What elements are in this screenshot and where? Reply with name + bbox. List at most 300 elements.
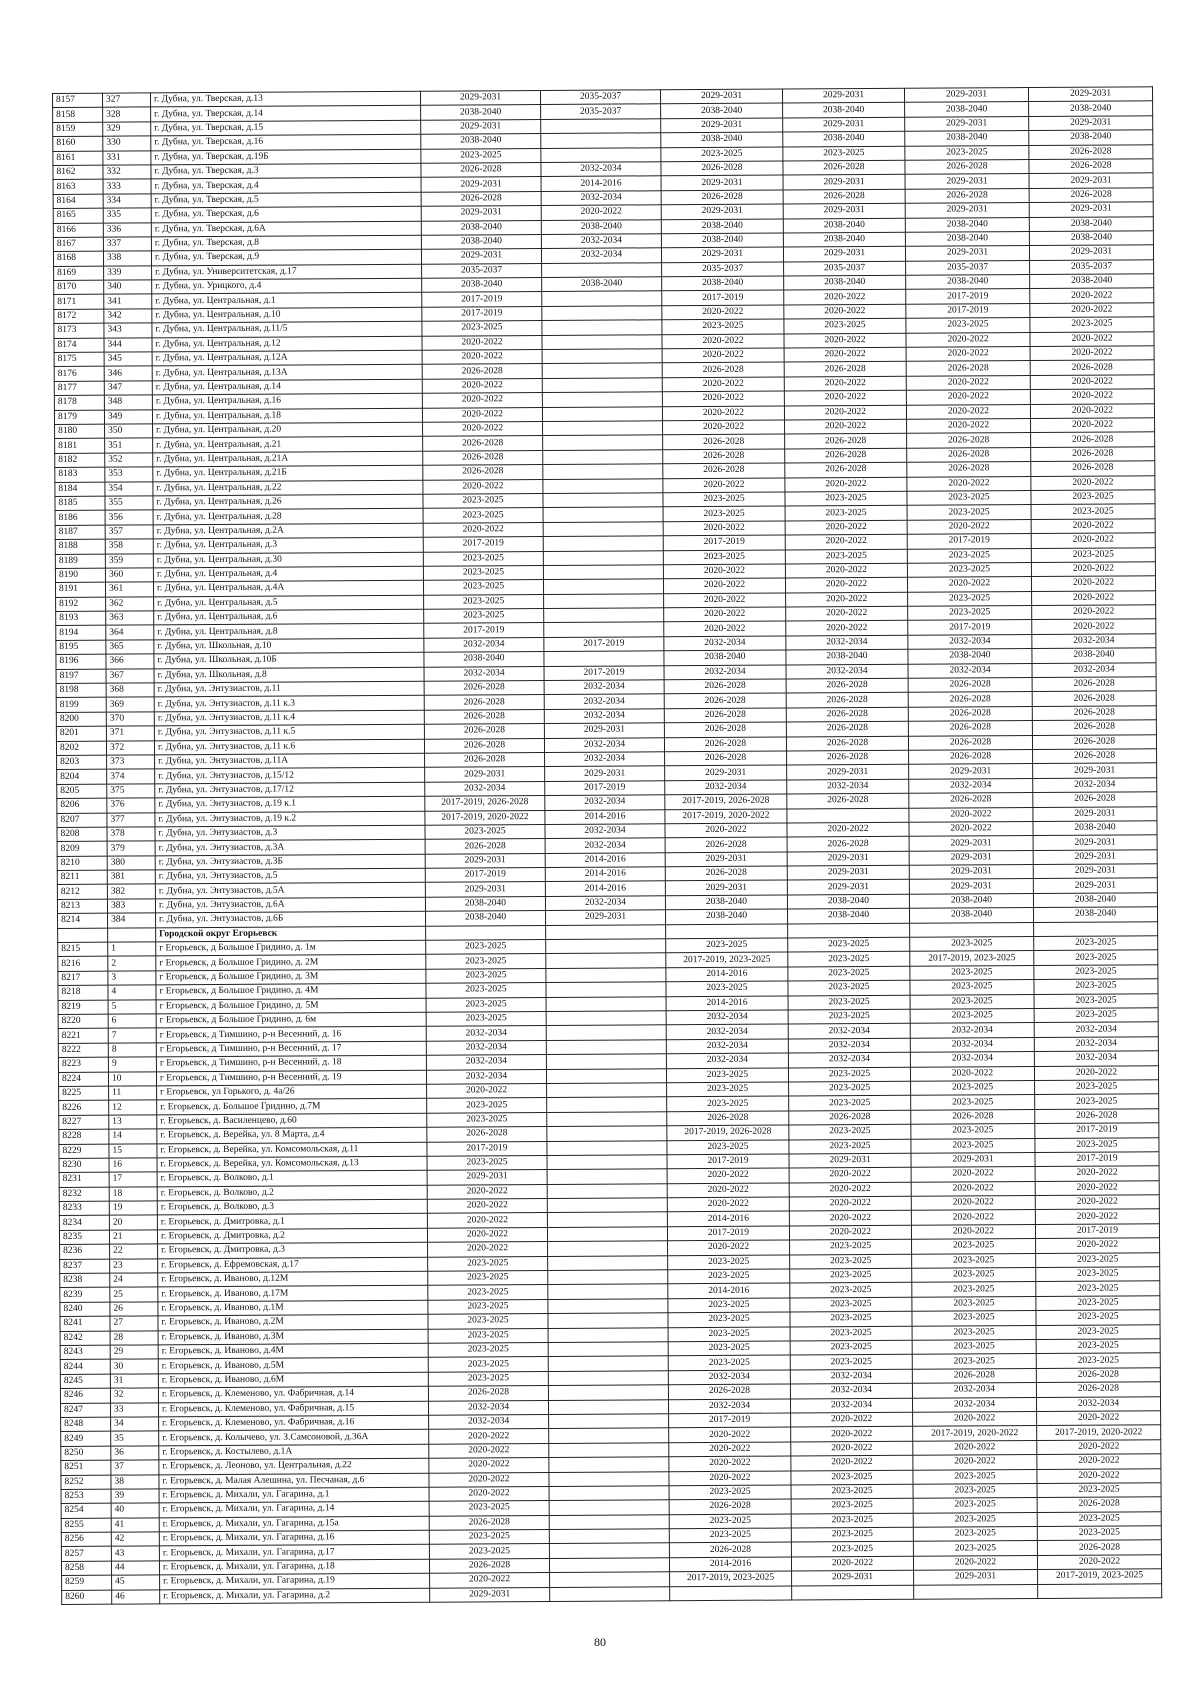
table-cell: 2038-2040 xyxy=(1033,821,1157,836)
table-cell: 2023-2025 xyxy=(1034,965,1158,980)
table-cell: 8166 xyxy=(53,223,103,238)
table-cell: 2038-2040 xyxy=(905,231,1029,246)
table-cell: 8224 xyxy=(58,1072,108,1087)
table-cell: 2023-2025 xyxy=(791,1542,913,1557)
table-cell: 2032-2034 xyxy=(1034,1022,1158,1037)
table-cell: 29 xyxy=(110,1345,158,1360)
table-cell: г. Дубна, ул. Энтузиастов, д.3А xyxy=(155,840,425,856)
table-cell xyxy=(542,363,662,378)
table-cell: 2023-2025 xyxy=(913,1469,1037,1484)
table-cell xyxy=(543,435,663,450)
table-cell: 2026-2028 xyxy=(428,1386,548,1401)
table-cell: 2026-2028 xyxy=(787,837,909,852)
table-cell: 2020-2022 xyxy=(1030,389,1154,404)
table-cell: 8172 xyxy=(54,309,104,324)
table-cell: 2020-2022 xyxy=(784,390,906,405)
table-cell: 2023-2025 xyxy=(668,1312,790,1327)
table-cell: 2023-2025 xyxy=(1036,1252,1160,1267)
table-cell xyxy=(1038,1583,1162,1598)
table-cell: 8162 xyxy=(53,165,103,180)
table-cell: 2023-2025 xyxy=(789,1096,911,1111)
table-cell: г. Дубна, ул. Энтузиастов, д.19 к.1 xyxy=(155,796,425,812)
table-cell: 2017-2019 xyxy=(667,1226,789,1241)
table-cell: 2023-2025 xyxy=(790,1340,912,1355)
table-cell: 2023-2025 xyxy=(912,1282,1036,1297)
table-cell: 2017-2019, 2020-2022 xyxy=(913,1426,1037,1441)
table-cell: 8159 xyxy=(53,122,103,137)
table-cell: 2020-2022 xyxy=(422,350,542,365)
table-cell: 2023-2025 xyxy=(911,1138,1035,1153)
table-cell: 2029-2031 xyxy=(420,91,540,106)
table-cell xyxy=(542,406,662,421)
table-cell: 2023-2025 xyxy=(907,505,1031,520)
table-cell: г. Егорьевск, д. Михали, ул. Гагарина, д.18 xyxy=(159,1559,429,1575)
table-cell: г. Дубна, ул. Центральная, д.3 xyxy=(153,537,423,553)
table-cell: 2020-2022 xyxy=(541,205,661,220)
table-cell: г. Дубна, ул. Центральная, д.6 xyxy=(154,609,424,625)
table-cell: 2017-2019, 2020-2022 xyxy=(1037,1425,1161,1440)
table-cell: 2026-2028 xyxy=(669,1499,791,1514)
table-cell: 26 xyxy=(110,1302,158,1317)
table-cell: 2029-2031 xyxy=(783,117,905,132)
table-cell: 2023-2025 xyxy=(912,1239,1036,1254)
table-cell: 349 xyxy=(104,409,152,424)
table-cell: 2032-2034 xyxy=(544,737,664,752)
table-cell: 2026-2028 xyxy=(1032,691,1156,706)
table-cell: 2032-2034 xyxy=(424,637,544,652)
table-cell: 8219 xyxy=(58,1000,108,1015)
table-cell: 2026-2028 xyxy=(669,1542,791,1557)
table-cell: 2014-2016 xyxy=(545,881,665,896)
table-cell: 8184 xyxy=(55,482,105,497)
table-cell: 9 xyxy=(108,1057,156,1072)
table-cell: 2029-2031 xyxy=(421,206,541,221)
table-cell xyxy=(547,1183,667,1198)
table-cell: 2020-2022 xyxy=(663,564,785,579)
table-cell xyxy=(544,622,664,637)
table-cell: 2029-2031 xyxy=(660,89,782,104)
table-cell: 8191 xyxy=(55,582,105,597)
table-cell: 2023-2025 xyxy=(426,968,546,983)
table-cell: 38 xyxy=(111,1474,159,1489)
table-cell: 8249 xyxy=(61,1431,111,1446)
table-cell xyxy=(546,1054,666,1069)
table-cell: 2017-2019 xyxy=(906,303,1030,318)
table-cell: 340 xyxy=(104,280,152,295)
table-cell: 342 xyxy=(104,309,152,324)
table-cell xyxy=(549,1543,669,1558)
table-cell: 2023-2025 xyxy=(424,609,544,624)
table-cell: 2035-2037 xyxy=(906,260,1030,275)
table-cell: 2023-2025 xyxy=(788,937,910,952)
table-cell xyxy=(547,1111,667,1126)
table-cell: 8245 xyxy=(60,1374,110,1389)
table-cell: 2023-2025 xyxy=(784,319,906,334)
table-cell: 2035-2037 xyxy=(422,263,542,278)
table-cell: 2020-2022 xyxy=(422,335,542,350)
table-cell: 2032-2034 xyxy=(910,1023,1034,1038)
table-cell: 384 xyxy=(108,913,156,928)
table-cell: 2023-2025 xyxy=(791,1484,913,1499)
table-cell: 2029-2031 xyxy=(425,882,545,897)
table-cell: 2032-2034 xyxy=(666,1053,788,1068)
table-cell: 2020-2022 xyxy=(784,290,906,305)
table-cell: 366 xyxy=(106,654,154,669)
table-cell: 8181 xyxy=(55,439,105,454)
table-cell: 2023-2025 xyxy=(912,1325,1036,1340)
table-cell: 2038-2040 xyxy=(787,894,909,909)
table-cell: 2020-2022 xyxy=(786,621,908,636)
table-cell: 8214 xyxy=(58,913,108,928)
table-cell: 2023-2025 xyxy=(789,1124,911,1139)
table-cell: г Егорьевск, д Большое Гридино, д. 5М xyxy=(156,998,426,1014)
table-cell: 39 xyxy=(111,1489,159,1504)
table-cell: 2038-2040 xyxy=(786,650,908,665)
table-cell: 2020-2022 xyxy=(422,407,542,422)
table-cell: 8193 xyxy=(56,611,106,626)
table-cell: 2023-2025 xyxy=(421,148,541,163)
table-cell: г. Дубна, ул. Школьная, д.10Б xyxy=(154,652,424,668)
table-cell: 2032-2034 xyxy=(545,752,665,767)
table-cell: 2023-2025 xyxy=(1036,1267,1160,1282)
table-cell: 2038-2040 xyxy=(541,219,661,234)
table-cell: 2032-2034 xyxy=(429,1414,549,1429)
table-cell: г. Дубна, ул. Центральная, д.16 xyxy=(152,393,422,409)
table-cell: 2026-2028 xyxy=(662,362,784,377)
table-cell: 2020-2022 xyxy=(427,1199,547,1214)
table-cell: 2020-2022 xyxy=(428,1242,548,1257)
table-cell: г. Егорьевск, д. Клеменово, ул. Фабричная, д.14 xyxy=(158,1386,428,1402)
table-cell: г Егорьевск, д Большое Гридино, д. 3М xyxy=(156,969,426,985)
table-cell: 2032-2034 xyxy=(1033,778,1157,793)
table-cell: 10 xyxy=(108,1071,156,1086)
table-cell: г. Егорьевск, д. Иваново, д.1М xyxy=(158,1300,428,1316)
table-cell: г. Егорьевск, д. Михали, ул. Гагарина, д.14 xyxy=(159,1502,429,1518)
table-cell: 2023-2025 xyxy=(422,321,542,336)
table-cell: 15 xyxy=(109,1143,157,1158)
table-cell: 375 xyxy=(107,784,155,799)
table-cell: 2029-2031 xyxy=(905,116,1029,131)
table-cell: г. Дубна, ул. Центральная, д.5 xyxy=(154,595,424,611)
table-cell: 2029-2031 xyxy=(1029,202,1153,217)
table-cell: 2026-2028 xyxy=(1032,706,1156,721)
table-cell: 2020-2022 xyxy=(906,404,1030,419)
table-cell: 8207 xyxy=(57,813,107,828)
table-cell: 8243 xyxy=(60,1345,110,1360)
table-cell: 2023-2025 xyxy=(912,1311,1036,1326)
table-cell xyxy=(549,1428,669,1443)
table-cell: 2026-2028 xyxy=(784,362,906,377)
table-cell: 2023-2025 xyxy=(1034,1008,1158,1023)
table-cell: 2032-2034 xyxy=(788,1038,910,1053)
table-cell: 2020-2022 xyxy=(662,348,784,363)
table-cell: 8259 xyxy=(62,1575,112,1590)
table-cell: 2020-2022 xyxy=(1030,288,1154,303)
table-cell: 2023-2025 xyxy=(1031,547,1155,562)
table-cell xyxy=(550,1586,670,1601)
table-cell: 339 xyxy=(104,266,152,281)
table-cell: 354 xyxy=(105,481,153,496)
table-cell: 2023-2025 xyxy=(912,1339,1036,1354)
table-cell: 2032-2034 xyxy=(790,1398,912,1413)
table-cell: 2023-2025 xyxy=(790,1283,912,1298)
table-cell: 2038-2040 xyxy=(661,233,783,248)
table-cell: г. Дубна, ул. Центральная, д.28 xyxy=(153,509,423,525)
table-cell: 2032-2034 xyxy=(1032,634,1156,649)
table-cell: г. Дубна, ул. Энтузиастов, д.11 xyxy=(154,681,424,697)
table-cell: 2020-2022 xyxy=(910,1066,1034,1081)
table-cell: 2023-2025 xyxy=(907,562,1031,577)
table-cell: 2020-2022 xyxy=(789,1182,911,1197)
table-cell: 8227 xyxy=(59,1115,109,1130)
table-cell: 8260 xyxy=(62,1590,112,1605)
table-cell: 8180 xyxy=(55,424,105,439)
table-cell: г. Дубна, ул. Энтузиастов, д.5А xyxy=(155,883,425,899)
table-cell: 8244 xyxy=(60,1360,110,1375)
table-cell: 2032-2034 xyxy=(541,191,661,206)
table-cell: 2023-2025 xyxy=(428,1328,548,1343)
table-cell: 2020-2022 xyxy=(662,406,784,421)
table-cell: 2020-2022 xyxy=(669,1442,791,1457)
table-cell: 2023-2025 xyxy=(668,1269,790,1284)
table-cell: 353 xyxy=(105,467,153,482)
table-cell: г. Дубна, ул. Центральная, д.1 xyxy=(152,293,422,309)
table-cell xyxy=(548,1327,668,1342)
table-cell: 2023-2025 xyxy=(788,995,910,1010)
table-cell: 14 xyxy=(109,1129,157,1144)
table-cell xyxy=(543,579,663,594)
table-cell: 2035-2037 xyxy=(784,261,906,276)
table-cell: 2023-2025 xyxy=(668,1341,790,1356)
table-cell: 2032-2034 xyxy=(668,1399,790,1414)
table-cell xyxy=(542,378,662,393)
table-cell: г. Дубна, ул. Центральная, д.14 xyxy=(152,379,422,395)
table-cell: 2014-2016 xyxy=(545,809,665,824)
table-cell: 2026-2028 xyxy=(786,721,908,736)
table-cell: 2017-2019 xyxy=(662,291,784,306)
table-cell: 2023-2025 xyxy=(913,1483,1037,1498)
table-cell: 2023-2025 xyxy=(668,1355,790,1370)
table-cell: 2032-2034 xyxy=(541,162,661,177)
table-cell: 2029-2031 xyxy=(1033,806,1157,821)
table-cell: 2038-2040 xyxy=(661,103,783,118)
table-cell: г. Дубна, ул. Центральная, д.4 xyxy=(153,566,423,582)
table-cell xyxy=(549,1558,669,1573)
table-cell xyxy=(546,1068,666,1083)
table-cell: г Егорьевск, д Большое Гридино, д. 1м xyxy=(156,940,426,956)
table-cell: 2032-2034 xyxy=(668,1370,790,1385)
table-cell: 2032-2034 xyxy=(426,1026,546,1041)
table-cell: г. Дубна, ул. Энтузиастов, д.19 к.2 xyxy=(155,811,425,827)
table-cell: 2029-2031 xyxy=(789,1153,911,1168)
table-cell: 2032-2034 xyxy=(545,896,665,911)
table-cell: 2023-2025 xyxy=(1037,1483,1161,1498)
table-cell: 2032-2034 xyxy=(912,1383,1036,1398)
table-cell: г. Дубна, ул. Центральная, д.18 xyxy=(152,408,422,424)
table-cell: 33 xyxy=(111,1402,159,1417)
table-cell xyxy=(542,291,662,306)
table-cell: 2020-2022 xyxy=(1031,576,1155,591)
table-cell: 2032-2034 xyxy=(544,694,664,709)
table-cell xyxy=(546,1040,666,1055)
table-cell: 2020-2022 xyxy=(1035,1209,1159,1224)
table-cell: 2023-2025 xyxy=(788,966,910,981)
table-cell xyxy=(549,1457,669,1472)
table-cell xyxy=(549,1442,669,1457)
table-cell: 8192 xyxy=(56,597,106,612)
table-cell: 2026-2028 xyxy=(427,1127,547,1142)
table-cell: 2020-2022 xyxy=(789,1211,911,1226)
table-cell: г. Дубна, ул. Энтузиастов, д.11А xyxy=(155,753,425,769)
table-cell: г. Дубна, ул. Центральная, д.13А xyxy=(152,365,422,381)
table-cell: 2026-2028 xyxy=(907,433,1031,448)
table-cell: 2023-2025 xyxy=(1030,317,1154,332)
table-cell: 2026-2028 xyxy=(786,736,908,751)
table-cell: 8189 xyxy=(55,554,105,569)
table-cell: 2023-2025 xyxy=(912,1253,1036,1268)
table-cell: 18 xyxy=(109,1187,157,1202)
table-cell: 8176 xyxy=(54,367,104,382)
table-cell: 2026-2028 xyxy=(1032,677,1156,692)
table-cell: 348 xyxy=(104,395,152,410)
table-cell: 2029-2031 xyxy=(909,879,1033,894)
table-cell: 2014-2016 xyxy=(541,176,661,191)
table-cell: 2023-2025 xyxy=(785,506,907,521)
table-cell: 2029-2031 xyxy=(421,119,541,134)
table-cell: 2023-2025 xyxy=(425,824,545,839)
table-cell: 2026-2028 xyxy=(667,1111,789,1126)
table-cell: г. Егорьевск, д. Иваново, д.4М xyxy=(158,1343,428,1359)
table-cell: г. Дубна, ул. Тверская, д.15 xyxy=(151,120,421,136)
table-cell: 2035-2037 xyxy=(540,90,660,105)
table-cell: г Егорьевск, ул Горького, д. 4а/26 xyxy=(157,1084,427,1100)
table-cell xyxy=(543,550,663,565)
table-cell: г. Дубна, ул. Школьная, д.10 xyxy=(154,638,424,654)
table-cell: 2029-2031 xyxy=(1029,245,1153,260)
table-cell: 8237 xyxy=(60,1259,110,1274)
table-cell: 2029-2031 xyxy=(661,247,783,262)
table-cell: 2026-2028 xyxy=(1031,447,1155,462)
table-cell: 2029-2031 xyxy=(909,865,1033,880)
table-cell: 2026-2028 xyxy=(1032,720,1156,735)
table-cell xyxy=(544,608,664,623)
table-cell: 333 xyxy=(103,179,151,194)
table-cell: 2026-2028 xyxy=(1033,749,1157,764)
table-cell: 2020-2022 xyxy=(1031,562,1155,577)
table-cell: 2020-2022 xyxy=(429,1458,549,1473)
table-cell: 2020-2022 xyxy=(906,375,1030,390)
table-cell: 2029-2031 xyxy=(425,853,545,868)
table-cell: 2023-2025 xyxy=(427,1098,547,1113)
table-cell: 2032-2034 xyxy=(788,1052,910,1067)
table-cell: 2032-2034 xyxy=(1034,1051,1158,1066)
table-cell: 2020-2022 xyxy=(786,592,908,607)
table-cell: 2020-2022 xyxy=(667,1197,789,1212)
table-cell xyxy=(914,1584,1038,1599)
table-cell: 2032-2034 xyxy=(426,1069,546,1084)
table-cell: 2023-2025 xyxy=(427,1155,547,1170)
table-cell: 20 xyxy=(109,1215,157,1230)
table-cell: 40 xyxy=(111,1503,159,1518)
table-cell: 8202 xyxy=(56,741,106,756)
table-cell: г. Егорьевск, д. Ефремовская, д.17 xyxy=(158,1257,428,1273)
table-cell: 8209 xyxy=(57,841,107,856)
table-cell: г. Дубна, ул. Тверская, д.6А xyxy=(151,221,421,237)
table-cell: 8256 xyxy=(61,1532,111,1547)
table-cell: 2020-2022 xyxy=(662,377,784,392)
table-cell xyxy=(548,1284,668,1299)
table-cell: 2023-2025 xyxy=(667,1140,789,1155)
table-cell: 2026-2028 xyxy=(787,793,909,808)
table-cell: 2020-2022 xyxy=(669,1471,791,1486)
table-cell: 2029-2031 xyxy=(787,851,909,866)
table-cell: 2029-2031 xyxy=(665,765,787,780)
table-cell: 8246 xyxy=(60,1388,110,1403)
table-cell xyxy=(543,493,663,508)
table-cell: 2020-2022 xyxy=(669,1427,791,1442)
section-title: Городской округ Егорьевск xyxy=(156,926,426,942)
table-cell: 2014-2016 xyxy=(667,1211,789,1226)
table-cell: 2029-2031 xyxy=(425,767,545,782)
table-cell: 2029-2031 xyxy=(545,766,665,781)
table-cell: 2032-2034 xyxy=(426,1040,546,1055)
table-cell: 2026-2028 xyxy=(424,681,544,696)
table-cell: 8222 xyxy=(58,1043,108,1058)
table-cell xyxy=(543,565,663,580)
table-cell: 2017-2019, 2023-2025 xyxy=(910,951,1034,966)
table-cell: 2020-2022 xyxy=(430,1573,550,1588)
table-cell: 2017-2019 xyxy=(544,665,664,680)
repair-schedule-table xyxy=(52,86,1162,1605)
table-cell: 2038-2040 xyxy=(666,909,788,924)
table-cell xyxy=(548,1342,668,1357)
table-cell: 8255 xyxy=(61,1518,111,1533)
table-cell: 23 xyxy=(110,1259,158,1274)
table-cell: 2023-2025 xyxy=(663,506,785,521)
table-cell: 2026-2028 xyxy=(664,708,786,723)
table-cell: 2020-2022 xyxy=(1031,418,1155,433)
table-cell: 2023-2025 xyxy=(905,145,1029,160)
table-cell: 2023-2025 xyxy=(788,952,910,967)
table-cell: 2038-2040 xyxy=(906,275,1030,290)
table-cell: г. Дубна, ул. Тверская, д.8 xyxy=(151,235,421,251)
table-cell: 2029-2031 xyxy=(427,1170,547,1185)
table-cell: 2020-2022 xyxy=(784,347,906,362)
table-cell: 2029-2031 xyxy=(661,175,783,190)
table-cell: 11 xyxy=(109,1086,157,1101)
table-cell: 2026-2028 xyxy=(421,162,541,177)
table-cell: 2017-2019 xyxy=(424,623,544,638)
table-cell: 30 xyxy=(110,1359,158,1374)
table-cell xyxy=(549,1529,669,1544)
table-cell: 2038-2040 xyxy=(421,105,541,120)
table-cell: 8211 xyxy=(57,870,107,885)
table-cell: 2020-2022 xyxy=(422,393,542,408)
table-cell: 327 xyxy=(103,93,151,108)
table-cell: 2038-2040 xyxy=(905,102,1029,117)
table-cell: г. Дубна, ул. Университетская, д.17 xyxy=(152,264,422,280)
table-cell: 2020-2022 xyxy=(913,1440,1037,1455)
table-cell xyxy=(544,593,664,608)
table-cell: г. Егорьевск, д. Михали, ул. Гагарина, д.1 xyxy=(159,1487,429,1503)
table-cell: 2032-2034 xyxy=(428,1400,548,1415)
table-cell: 2020-2022 xyxy=(662,391,784,406)
table-cell xyxy=(543,507,663,522)
table-cell: 2020-2022 xyxy=(1032,590,1156,605)
table-cell: 360 xyxy=(105,568,153,583)
table-cell: 379 xyxy=(107,841,155,856)
table-cell: 8179 xyxy=(54,410,104,425)
